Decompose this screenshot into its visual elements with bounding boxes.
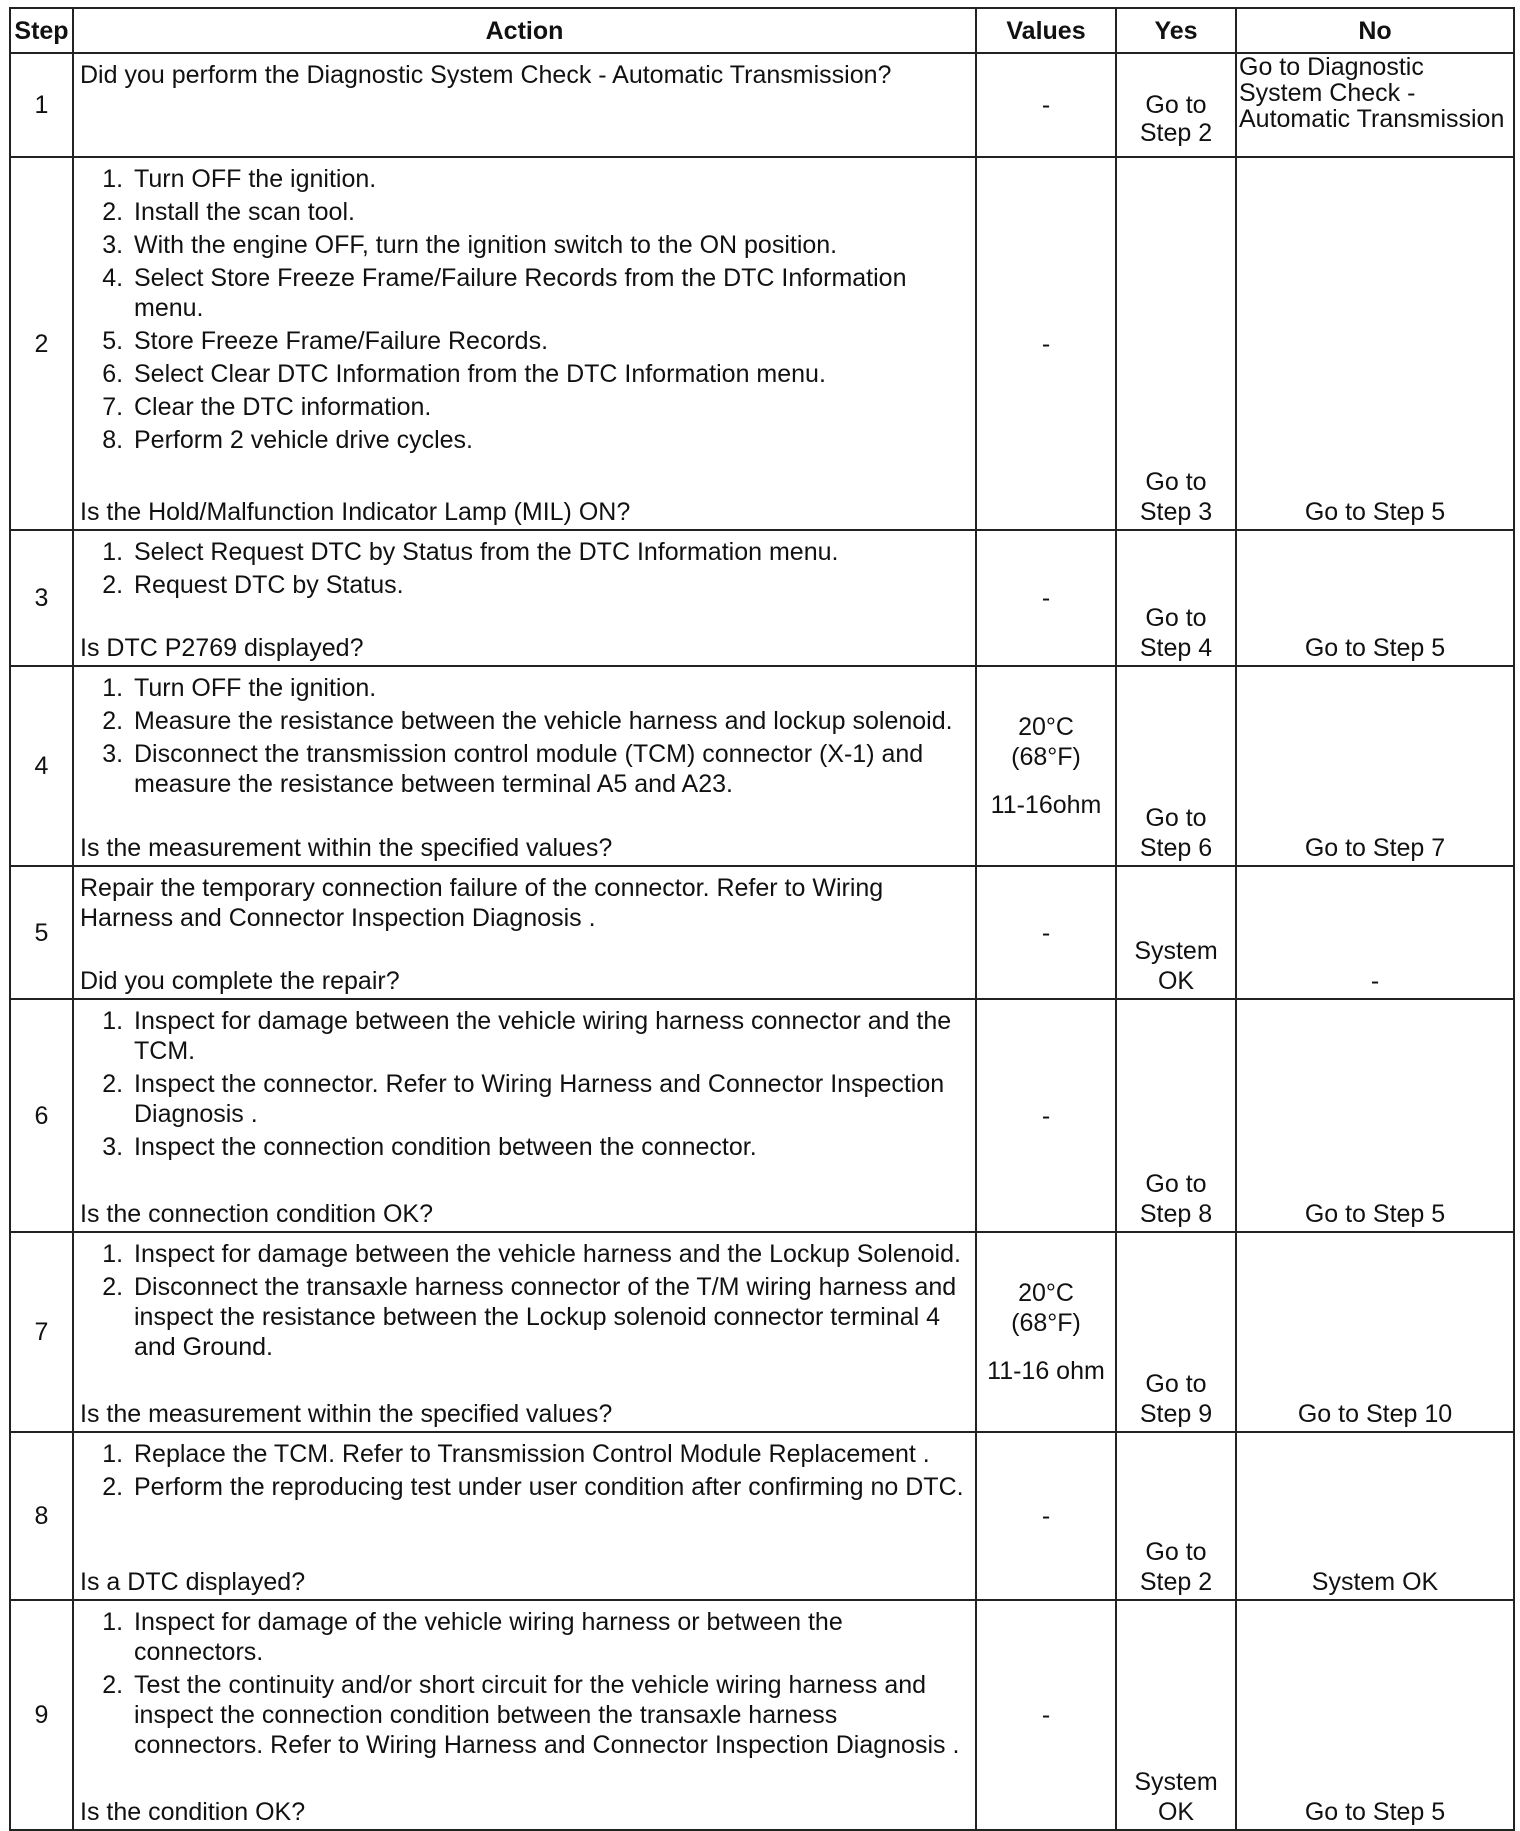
header-values: Values <box>976 8 1116 53</box>
instruction-list <box>80 1439 969 1502</box>
header-step: Step <box>10 8 73 53</box>
yes-text: System OK <box>1134 937 1218 995</box>
no-cell: - <box>1236 866 1514 999</box>
list-item: 7. Clear the DTC information. <box>130 392 969 422</box>
instruction-list <box>80 673 969 799</box>
values-cell: - <box>976 157 1116 530</box>
action-cell <box>73 53 976 157</box>
list-item: 2. Request DTC by Status. <box>130 570 969 600</box>
header-no: No <box>1236 8 1514 53</box>
step-number: 1 <box>10 53 73 157</box>
no-cell: System OK <box>1236 1432 1514 1600</box>
instruction-list <box>80 164 969 455</box>
action-text: Repair the temporary connection failure of the connector. Refer to Wiring Harness and Connector Inspection Diagnosis . <box>80 874 884 932</box>
question-text: Is the Hold/Malfunction Indicator Lamp (MIL) ON? <box>80 498 631 526</box>
list-item: 2. Install the scan tool. <box>130 197 969 227</box>
values-cell: - <box>976 530 1116 666</box>
spec-resistance: 11-16 ohm <box>987 1357 1105 1385</box>
step-number: 3 <box>10 530 73 666</box>
yes-text: System OK <box>1134 1768 1218 1826</box>
action-cell <box>73 1432 976 1600</box>
action-cell <box>73 666 976 866</box>
values-cell: - <box>976 53 1116 157</box>
list-item: 2. Perform the reproducing test under user condition after confirming no DTC. <box>130 1472 969 1502</box>
spec-temp-f: (68°F) <box>1011 1309 1081 1337</box>
spec-temp-c: 20°C <box>1018 713 1074 741</box>
table-row-step-3 <box>10 530 1514 666</box>
no-cell <box>1236 53 1514 157</box>
no-cell: Go to Step 5 <box>1236 999 1514 1232</box>
yes-text: Go to Step 8 <box>1139 1170 1213 1228</box>
table-row-step-7 <box>10 1232 1514 1432</box>
question-text: Is the condition OK? <box>80 1798 306 1826</box>
yes-cell <box>1116 530 1236 666</box>
values-cell <box>976 666 1116 866</box>
table-header-row <box>10 8 1514 53</box>
table-row-step-2 <box>10 157 1514 530</box>
instruction-list <box>80 1607 969 1760</box>
list-item: 3. Disconnect the transmission control module (TCM) connector (X-1) and measure the resistance between terminal A5 and A23. <box>130 739 969 799</box>
list-item: 1. Inspect for damage between the vehicle harness and the Lockup Solenoid. <box>130 1239 969 1269</box>
header-yes: Yes <box>1116 8 1236 53</box>
yes-cell <box>1116 53 1236 157</box>
spec-temp-f: (68°F) <box>1011 743 1081 771</box>
question-text: Is DTC P2769 displayed? <box>80 634 364 662</box>
question-text: Is the measurement within the specified values? <box>80 1400 613 1428</box>
table-row-step-5 <box>10 866 1514 999</box>
table-row-step-8 <box>10 1432 1514 1600</box>
action-cell <box>73 866 976 999</box>
list-item: 1. Inspect for damage between the vehicle wiring harness connector and the TCM. <box>130 1006 969 1066</box>
action-cell <box>73 1600 976 1830</box>
list-item: 1. Replace the TCM. Refer to Transmission Control Module Replacement . <box>130 1439 969 1469</box>
step-number: 4 <box>10 666 73 866</box>
instruction-list <box>80 1239 969 1362</box>
yes-cell <box>1116 666 1236 866</box>
yes-cell <box>1116 157 1236 530</box>
list-item: 3. With the engine OFF, turn the ignition switch to the ON position. <box>130 230 969 260</box>
values-cell <box>976 1232 1116 1432</box>
list-item: 5. Store Freeze Frame/Failure Records. <box>130 326 969 356</box>
step-number: 5 <box>10 866 73 999</box>
values-cell: - <box>976 866 1116 999</box>
values-cell: - <box>976 1600 1116 1830</box>
yes-text: Go to Step 9 <box>1139 1370 1213 1428</box>
yes-text: Go to Step 6 <box>1139 804 1213 862</box>
list-item: 4. Select Store Freeze Frame/Failure Records from the DTC Information menu. <box>130 263 969 323</box>
table-row-step-1 <box>10 53 1514 157</box>
yes-text: Go to Step 3 <box>1139 468 1213 526</box>
yes-text: Go to Step 2 <box>1139 90 1213 147</box>
step-number: 7 <box>10 1232 73 1432</box>
action-cell <box>73 1232 976 1432</box>
list-item: 2. Disconnect the transaxle harness connector of the T/M wiring harness and inspect the resistance between the Lockup solenoid connector terminal 4 and Ground. <box>130 1272 969 1362</box>
list-item: 6. Select Clear DTC Information from the DTC Information menu. <box>130 359 969 389</box>
yes-text: Go to Step 4 <box>1139 604 1213 662</box>
yes-cell <box>1116 999 1236 1232</box>
no-text: Go to Diagnostic System Check - Automatic Transmission <box>1239 53 1505 133</box>
question-text: Did you complete the repair? <box>80 967 400 995</box>
spec-resistance: 11-16ohm <box>990 791 1102 819</box>
list-item: 1. Turn OFF the ignition. <box>130 673 969 703</box>
spec-temp-c: 20°C <box>1018 1279 1074 1307</box>
action-text: Did you perform the Diagnostic System Check - Automatic Transmission? <box>80 61 892 89</box>
values-cell: - <box>976 999 1116 1232</box>
step-number: 6 <box>10 999 73 1232</box>
yes-cell <box>1116 1600 1236 1830</box>
yes-text: Go to Step 2 <box>1139 1538 1213 1596</box>
list-item: 2. Inspect the connector. Refer to Wiring Harness and Connector Inspection Diagnosis . <box>130 1069 969 1129</box>
list-item: 2. Measure the resistance between the vehicle harness and lockup solenoid. <box>130 706 969 736</box>
step-number: 8 <box>10 1432 73 1600</box>
yes-cell <box>1116 866 1236 999</box>
yes-cell <box>1116 1232 1236 1432</box>
action-cell <box>73 530 976 666</box>
question-text: Is the measurement within the specified values? <box>80 834 613 862</box>
question-text: Is a DTC displayed? <box>80 1568 306 1596</box>
list-item: 1. Turn OFF the ignition. <box>130 164 969 194</box>
list-item: 3. Inspect the connection condition between the connector. <box>130 1132 969 1162</box>
no-cell: Go to Step 7 <box>1236 666 1514 866</box>
action-cell <box>73 157 976 530</box>
list-item: 8. Perform 2 vehicle drive cycles. <box>130 425 969 455</box>
no-cell: Go to Step 5 <box>1236 157 1514 530</box>
no-cell: Go to Step 10 <box>1236 1232 1514 1432</box>
list-item: 2. Test the continuity and/or short circuit for the vehicle wiring harness and inspect the connection condition between the transaxle harness connectors. Refer to Wiring Harness and Connector Inspection Diagnosis . <box>130 1670 969 1760</box>
instruction-list <box>80 537 969 600</box>
table-row-step-9 <box>10 1600 1514 1830</box>
table-row-step-6 <box>10 999 1514 1232</box>
step-number: 2 <box>10 157 73 530</box>
step-number: 9 <box>10 1600 73 1830</box>
no-cell: Go to Step 5 <box>1236 1600 1514 1830</box>
header-action: Action <box>73 8 976 53</box>
values-cell: - <box>976 1432 1116 1600</box>
yes-cell <box>1116 1432 1236 1600</box>
instruction-list <box>80 1006 969 1162</box>
question-text: Is the connection condition OK? <box>80 1200 434 1228</box>
table-row-step-4 <box>10 666 1514 866</box>
action-cell <box>73 999 976 1232</box>
list-item: 1. Inspect for damage of the vehicle wiring harness or between the connectors. <box>130 1607 969 1667</box>
no-cell: Go to Step 5 <box>1236 530 1514 666</box>
diagnostic-table <box>9 7 1515 1831</box>
list-item: 1. Select Request DTC by Status from the DTC Information menu. <box>130 537 969 567</box>
